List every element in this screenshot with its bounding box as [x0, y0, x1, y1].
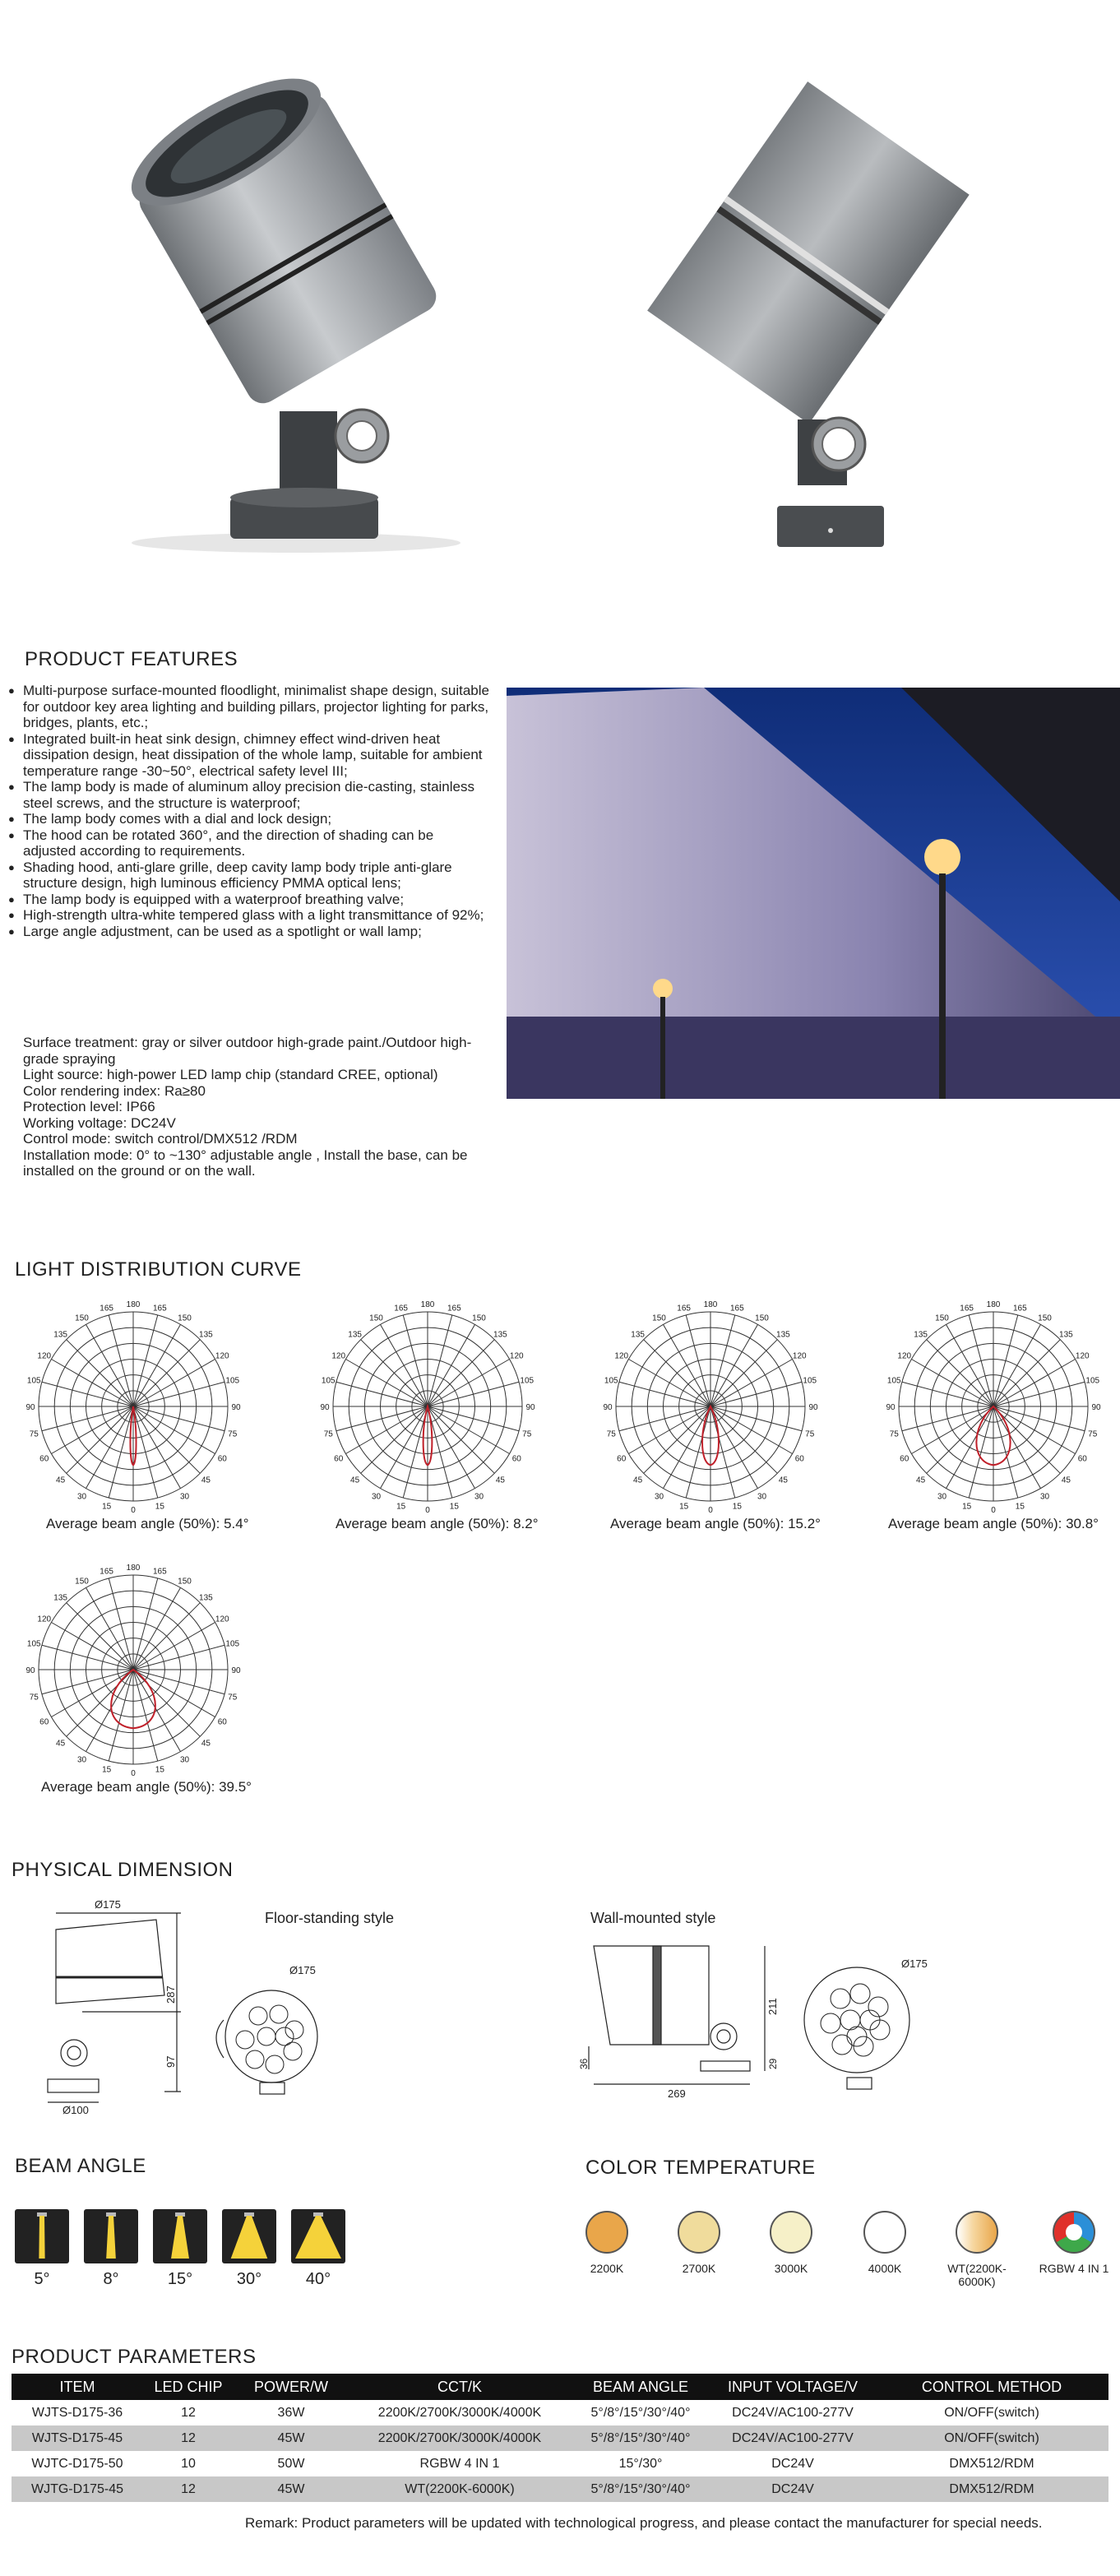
polar-angle-label: 90	[25, 1403, 35, 1412]
features-title: PRODUCT FEATURES	[25, 648, 238, 670]
table-cell: DMX512/RDM	[875, 2476, 1108, 2502]
polar-caption-3: Average beam angle (50%): 15.2°	[610, 1516, 821, 1531]
polar-angle-label: 90	[808, 1403, 818, 1412]
dimension-title: PHYSICAL DIMENSION	[12, 1859, 234, 1881]
polar-spoke	[133, 1587, 181, 1670]
params-header-cell: CCT/K	[349, 2374, 571, 2400]
polar-spoke	[133, 1603, 200, 1670]
polar-spoke	[86, 1406, 134, 1489]
polar-angle-label: 105	[26, 1376, 41, 1386]
polar-angle-label: 0	[131, 1506, 136, 1515]
table-cell: 50W	[277, 2456, 305, 2471]
polar-angle-label: 30	[654, 1492, 664, 1502]
polar-angle-label: 75	[228, 1693, 238, 1703]
polar-angle-label: 90	[231, 1666, 241, 1675]
polar-angle-label: 75	[228, 1429, 238, 1439]
ct-label-4000k: 4000K	[868, 2262, 902, 2275]
table-row	[12, 2451, 1108, 2476]
polar-spoke	[133, 1406, 215, 1454]
polar-angle-label: 45	[350, 1476, 360, 1485]
polar-angle-label: 15	[155, 1765, 164, 1775]
table-cell: RGBW 4 IN 1	[419, 2456, 500, 2471]
polar-spoke	[86, 1587, 134, 1670]
polar-angle-label: 0	[991, 1506, 996, 1515]
polar-angle-label: 60	[511, 1454, 521, 1464]
polar-angle-label: 30	[1039, 1492, 1050, 1502]
beam-label-15: 15°	[167, 2270, 193, 2288]
table-row	[12, 2400, 1108, 2425]
polar-spoke	[710, 1340, 777, 1406]
polar-angle-label: 150	[75, 1313, 89, 1323]
polar-spoke	[710, 1406, 777, 1473]
polar-spoke	[428, 1360, 510, 1407]
polar-angle-label: 15	[102, 1502, 112, 1512]
polar-angle-label: 120	[1075, 1351, 1090, 1361]
floor-h-total-label: 287	[164, 1985, 177, 2004]
polar-angle-label: 165	[100, 1567, 113, 1577]
polar-angle-label: 165	[153, 1304, 167, 1313]
polar-angle-label: 90	[525, 1403, 535, 1412]
spec-item: Light source: high-power LED lamp chip (standard CREE, optional)	[23, 1067, 438, 1082]
table-cell: WJTG-D175-45	[12, 2476, 143, 2502]
polar-angle-label: 105	[803, 1376, 817, 1386]
spec-item: Working voltage: DC24V	[23, 1114, 176, 1131]
product-image-side	[625, 82, 970, 559]
table-cell: 5°/8°/15°/30°/40°	[571, 2476, 710, 2502]
polar-angle-label: 180	[126, 1564, 141, 1573]
wall-d-front-label: Ø175	[901, 1957, 928, 1970]
polar-caption-1: Average beam angle (50%): 5.4°	[46, 1516, 249, 1531]
polar-spoke	[644, 1406, 710, 1473]
floor-d-top-label: Ø175	[95, 1898, 121, 1911]
distribution-title: LIGHT DISTRIBUTION CURVE	[15, 1258, 302, 1281]
wall-h-label: 211	[766, 1998, 779, 2015]
ct-label-wt: WT(2200K-6000K)	[947, 2262, 1007, 2288]
color-temp-title: COLOR TEMPERATURE	[585, 2157, 816, 2179]
feature-item: ● Multi-purpose surface-mounted floodlight, minimalist shape design, suitable for outdoor key area lighting and building pillars, projector lighting for parks, bridges, plants, etc.;	[8, 683, 489, 731]
table-cell: 45W	[234, 2425, 349, 2451]
polar-spoke	[381, 1324, 428, 1406]
polar-angle-label: 75	[522, 1429, 532, 1439]
polar-spoke	[345, 1406, 428, 1454]
remark-text: Remark: Product parameters will be updated with technological progress, and please contact the manufacturer for special needs.	[245, 2515, 1043, 2531]
polar-spoke	[133, 1623, 215, 1670]
polar-angle-label: 0	[708, 1506, 713, 1515]
polar-angle-label: 105	[604, 1376, 618, 1386]
polar-angle-label: 150	[369, 1313, 383, 1323]
polar-angle-label: 15	[396, 1502, 406, 1512]
polar-angle-label: 45	[56, 1739, 66, 1749]
spec-item: Installation mode: 0° to ~130° adjustable angle , Install the base, can be installed on the ground or on the wall.	[23, 1147, 468, 1179]
polar-angle-label: 90	[603, 1403, 613, 1412]
polar-angle-label: 60	[217, 1454, 227, 1464]
polar-spoke	[644, 1340, 710, 1406]
wall-dimension-drawing	[578, 1938, 931, 2102]
polar-chart-1	[18, 1300, 248, 1513]
beam-icon-5	[15, 2209, 69, 2263]
polar-angle-label: 15	[102, 1765, 112, 1775]
polar-angle-label: 120	[509, 1351, 524, 1361]
polar-angle-label: 165	[447, 1304, 461, 1313]
polar-angle-label: 165	[730, 1304, 744, 1313]
product-image-front	[115, 49, 493, 559]
floor-d-front-label: Ø175	[289, 1964, 316, 1976]
beam-icon-40	[291, 2209, 345, 2263]
table-cell: DC24V/AC100-277V	[732, 2405, 854, 2420]
feature-item: ● The hood can be rotated 360°, and the direction of shading can be adjusted according to requirements.	[8, 827, 489, 859]
polar-caption-5: Average beam angle (50%): 39.5°	[41, 1779, 252, 1795]
polar-angle-label: 105	[225, 1639, 240, 1649]
polar-angle-label: 90	[231, 1403, 241, 1412]
polar-spoke	[710, 1324, 758, 1406]
polar-angle-label: 15	[679, 1502, 689, 1512]
polar-angle-label: 120	[331, 1351, 346, 1361]
polar-angle-label: 150	[1038, 1313, 1052, 1323]
polar-angle-label: 75	[1088, 1429, 1098, 1439]
table-cell: DC24V/AC100-277V	[710, 2425, 875, 2451]
floor-d-base-label: Ø100	[62, 2104, 89, 2116]
polar-angle-label: 180	[986, 1300, 1001, 1309]
polar-angle-label: 15	[1015, 1502, 1025, 1512]
polar-spoke	[710, 1406, 758, 1489]
polar-spoke	[133, 1406, 200, 1473]
polar-spoke	[946, 1406, 994, 1489]
polar-spoke	[628, 1360, 710, 1407]
table-cell: 12	[181, 2405, 196, 2420]
polar-spoke	[993, 1406, 1060, 1473]
polar-spoke	[664, 1324, 711, 1406]
beam-label-5: 5°	[34, 2270, 50, 2288]
table-cell: DMX512/RDM	[949, 2456, 1034, 2471]
polar-angle-label: 30	[76, 1755, 87, 1765]
table-cell: WT(2200K-6000K)	[349, 2476, 571, 2502]
polar-angle-label: 150	[652, 1313, 666, 1323]
polar-angle-label: 60	[39, 1454, 49, 1464]
polar-angle-label: 90	[320, 1403, 330, 1412]
floor-style-label: Floor-standing style	[265, 1910, 395, 1926]
polar-spoke	[133, 1324, 181, 1406]
table-cell: 15°/30°	[618, 2456, 663, 2471]
polar-spoke	[133, 1340, 200, 1406]
rgbw-center	[1066, 2224, 1082, 2240]
polar-angle-label: 150	[178, 1313, 192, 1323]
polar-angle-label: 15	[732, 1502, 742, 1512]
polar-spoke	[911, 1406, 993, 1454]
polar-angle-label: 90	[886, 1403, 896, 1412]
params-header-row	[12, 2374, 1108, 2400]
polar-angle-label: 165	[960, 1304, 974, 1313]
polar-angle-label: 15	[962, 1502, 972, 1512]
table-cell: 36W	[277, 2405, 305, 2420]
polar-angle-label: 60	[334, 1454, 344, 1464]
ct-circle-wt	[956, 2211, 998, 2254]
feature-item: ● The lamp body is equipped with a waterproof breathing valve;	[8, 892, 489, 908]
polar-spoke	[67, 1340, 133, 1406]
ct-circle-3000k	[770, 2211, 812, 2254]
polar-angle-label: 135	[199, 1330, 213, 1340]
params-header-cell: ITEM	[12, 2374, 143, 2400]
beam-cone	[39, 2216, 44, 2259]
application-photo	[507, 688, 1120, 1099]
polar-spoke	[381, 1406, 428, 1489]
polar-angle-label: 135	[493, 1330, 507, 1340]
polar-angle-label: 90	[25, 1666, 35, 1675]
polar-angle-label: 60	[794, 1454, 804, 1464]
polar-chart-3	[595, 1300, 826, 1513]
params-header-cell: INPUT VOLTAGE/V	[710, 2374, 875, 2400]
polar-spoke	[86, 1324, 134, 1406]
ct-circle-2700k	[678, 2211, 720, 2254]
polar-angle-label: 105	[1085, 1376, 1100, 1386]
beam-label-30: 30°	[236, 2270, 262, 2288]
beam-cone	[106, 2216, 116, 2259]
params-header-cell: LED CHIP	[143, 2374, 234, 2400]
table-row	[12, 2425, 1108, 2451]
polar-spoke	[133, 1670, 181, 1752]
polar-angle-label: 135	[914, 1330, 928, 1340]
polar-spoke	[993, 1406, 1076, 1454]
polar-angle-label: 165	[1013, 1304, 1027, 1313]
beam-label-40: 40°	[305, 2270, 331, 2288]
polar-spoke	[51, 1623, 133, 1670]
polar-spoke	[67, 1406, 133, 1473]
beam-icon-30	[222, 2209, 276, 2263]
polar-spoke	[51, 1360, 133, 1407]
ct-circle-2200k	[585, 2211, 628, 2254]
wall-w-label: 269	[668, 2087, 686, 2100]
polar-angle-label: 105	[321, 1376, 336, 1386]
polar-spoke	[927, 1406, 993, 1473]
polar-angle-label: 60	[1077, 1454, 1087, 1464]
table-cell: 2200K/2700K/3000K/4000K	[349, 2425, 571, 2451]
polar-angle-label: 30	[179, 1492, 190, 1502]
polar-angle-label: 75	[805, 1429, 815, 1439]
table-cell: 45W	[234, 2476, 349, 2502]
polar-angle-label: 45	[916, 1476, 926, 1485]
polar-spoke	[428, 1324, 475, 1406]
polar-spoke	[993, 1340, 1060, 1406]
polar-angle-label: 45	[56, 1476, 66, 1485]
params-header-cell: POWER/W	[234, 2374, 349, 2400]
floor-dimension-drawing	[33, 1897, 345, 2119]
feature-item: ● Integrated built-in heat sink design, chimney effect wind-driven heat dissipation design, heat dissipation of the whole lamp, suitable for ambient temperature range -30~50°, electrical safety level III;	[8, 731, 489, 780]
polar-angle-label: 45	[1061, 1476, 1071, 1485]
ct-label-rgbw: RGBW 4 IN 1	[1039, 2262, 1109, 2275]
feature-item: ● Large angle adjustment, can be used as a spotlight or wall lamp;	[8, 924, 489, 940]
wall-small-a-label: 36	[578, 2058, 590, 2069]
polar-angle-label: 75	[29, 1429, 39, 1439]
polar-angle-label: 135	[53, 1593, 67, 1603]
feature-item: ● High-strength ultra-white tempered glass with a light transmittance of 92%;	[8, 907, 489, 924]
polar-angle-label: 60	[900, 1454, 909, 1464]
table-cell: 12	[143, 2425, 234, 2451]
polar-angle-label: 120	[215, 1351, 229, 1361]
polar-angle-label: 135	[1059, 1330, 1073, 1340]
polar-angle-label: 165	[153, 1567, 167, 1577]
table-cell: ON/OFF(switch)	[875, 2425, 1108, 2451]
table-cell: WJTS-D175-45	[12, 2425, 143, 2451]
polar-spoke	[710, 1360, 793, 1407]
ct-circle-4000k	[863, 2211, 906, 2254]
floor-h-base-label: 97	[164, 2055, 177, 2068]
polar-angle-label: 45	[778, 1476, 788, 1485]
polar-spoke	[927, 1340, 993, 1406]
table-cell: DC24V	[771, 2456, 814, 2471]
polar-angle-label: 15	[155, 1502, 164, 1512]
polar-spoke	[946, 1324, 994, 1406]
polar-spoke	[345, 1360, 428, 1407]
table-cell: 12	[143, 2476, 234, 2502]
features-list	[8, 683, 489, 939]
params-header-cell: BEAM ANGLE	[571, 2374, 710, 2400]
polar-angle-label: 75	[606, 1429, 616, 1439]
polar-angle-label: 180	[703, 1300, 718, 1309]
polar-spoke	[664, 1406, 711, 1489]
polar-chart-2	[312, 1300, 543, 1513]
polar-angle-label: 150	[755, 1313, 769, 1323]
polar-angle-label: 75	[323, 1429, 333, 1439]
polar-angle-label: 135	[53, 1330, 67, 1340]
polar-spoke	[361, 1340, 428, 1406]
spec-item: Surface treatment: gray or silver outdoor high-grade paint./Outdoor high-grade spraying	[23, 1035, 472, 1067]
table-cell: 5°/8°/15°/30°/40°	[590, 2405, 691, 2420]
polar-angle-label: 120	[614, 1351, 629, 1361]
polar-caption-2: Average beam angle (50%): 8.2°	[336, 1516, 539, 1531]
polar-angle-label: 120	[37, 1351, 52, 1361]
polar-spoke	[133, 1670, 215, 1717]
polar-angle-label: 180	[420, 1300, 435, 1309]
polar-angle-label: 135	[199, 1593, 213, 1603]
table-cell: DC24V	[710, 2476, 875, 2502]
polar-chart-5	[18, 1563, 248, 1777]
polar-angle-label: 105	[886, 1376, 901, 1386]
polar-angle-label: 60	[617, 1454, 627, 1464]
polar-spoke	[428, 1340, 494, 1406]
table-cell: ON/OFF(switch)	[944, 2405, 1039, 2420]
table-cell: WJTC-D175-50	[31, 2456, 123, 2471]
polar-angle-label: 30	[757, 1492, 767, 1502]
beam-cone	[171, 2216, 189, 2259]
polar-caption-4: Average beam angle (50%): 30.8°	[888, 1516, 1099, 1531]
polar-angle-label: 0	[425, 1506, 430, 1515]
polar-spoke	[428, 1406, 475, 1489]
beam-cone	[231, 2216, 268, 2259]
table-cell: 2200K/2700K/3000K/4000K	[377, 2405, 542, 2420]
feature-item: ● Shading hood, anti-glare grille, deep cavity lamp body triple anti-glare structure design, high luminous efficiency PMMA optical lens;	[8, 859, 489, 892]
polar-spoke	[628, 1406, 710, 1454]
polar-angle-label: 75	[29, 1693, 39, 1703]
polar-angle-label: 180	[126, 1300, 141, 1309]
table-cell: 5°/8°/15°/30°/40°	[571, 2425, 710, 2451]
ct-circle-rgbw	[1053, 2211, 1095, 2254]
beam-cone	[295, 2216, 341, 2259]
polar-spoke	[86, 1670, 134, 1752]
wall-style-label: Wall-mounted style	[590, 1910, 716, 1926]
polar-angle-label: 45	[633, 1476, 643, 1485]
polar-angle-label: 135	[348, 1330, 362, 1340]
ct-label-2200k: 2200K	[590, 2262, 624, 2275]
polar-angle-label: 105	[26, 1639, 41, 1649]
spec-item: Protection level: IP66	[23, 1099, 155, 1114]
polar-angle-label: 105	[520, 1376, 535, 1386]
polar-angle-label: 45	[201, 1476, 211, 1485]
polar-angle-label: 45	[201, 1739, 211, 1749]
params-table	[12, 2374, 1108, 2502]
polar-angle-label: 120	[215, 1615, 229, 1624]
polar-angle-label: 165	[394, 1304, 408, 1313]
beam-icon-15	[153, 2209, 207, 2263]
polar-spoke	[428, 1406, 494, 1473]
polar-angle-label: 150	[75, 1577, 89, 1587]
polar-spoke	[911, 1360, 993, 1407]
polar-spoke	[993, 1360, 1076, 1407]
polar-angle-label: 165	[677, 1304, 691, 1313]
polar-spoke	[993, 1324, 1041, 1406]
polar-angle-label: 60	[39, 1717, 49, 1727]
ct-label-3000k: 3000K	[774, 2262, 808, 2275]
polar-angle-label: 120	[792, 1351, 807, 1361]
polar-angle-label: 135	[776, 1330, 790, 1340]
polar-angle-label: 135	[631, 1330, 645, 1340]
polar-angle-label: 45	[495, 1476, 505, 1485]
polar-angle-label: 120	[37, 1615, 52, 1624]
polar-spoke	[51, 1670, 133, 1717]
polar-angle-label: 0	[131, 1769, 136, 1778]
beam-title: BEAM ANGLE	[15, 2155, 146, 2177]
polar-angle-label: 90	[1091, 1403, 1101, 1412]
feature-item: ● The lamp body is made of aluminum alloy precision die-casting, stainless steel screws, and the structure is waterproof;	[8, 779, 489, 811]
table-cell: 10	[181, 2456, 196, 2471]
polar-angle-label: 30	[76, 1492, 87, 1502]
polar-angle-label: 105	[225, 1376, 240, 1386]
polar-angle-label: 60	[217, 1717, 227, 1727]
polar-spoke	[710, 1406, 793, 1454]
spec-item: Control mode: switch control/DMX512 /RDM	[23, 1131, 298, 1147]
polar-angle-label: 75	[889, 1429, 899, 1439]
params-header-cell: CONTROL METHOD	[875, 2374, 1108, 2400]
polar-angle-label: 120	[897, 1351, 912, 1361]
polar-spoke	[993, 1406, 1041, 1489]
table-cell: WJTS-D175-36	[31, 2405, 123, 2420]
polar-angle-label: 150	[935, 1313, 949, 1323]
polar-chart-4	[878, 1300, 1108, 1513]
polar-angle-label: 30	[937, 1492, 947, 1502]
feature-item: ● The lamp body comes with a dial and lock design;	[8, 811, 489, 827]
wall-small-b-label: 29	[767, 2058, 779, 2069]
polar-angle-label: 30	[474, 1492, 484, 1502]
polar-spoke	[133, 1406, 181, 1489]
specs-list	[23, 1035, 492, 1179]
polar-angle-label: 30	[371, 1492, 382, 1502]
polar-angle-label: 15	[449, 1502, 459, 1512]
polar-spoke	[67, 1603, 133, 1670]
beam-label-8: 8°	[103, 2270, 119, 2288]
polar-spoke	[133, 1360, 215, 1407]
beam-icon-8	[84, 2209, 138, 2263]
polar-angle-label: 150	[472, 1313, 486, 1323]
polar-angle-label: 150	[178, 1577, 192, 1587]
params-title: PRODUCT PARAMETERS	[12, 2346, 257, 2368]
polar-spoke	[51, 1406, 133, 1454]
polar-spoke	[428, 1406, 510, 1454]
polar-angle-label: 30	[179, 1755, 190, 1765]
polar-spoke	[361, 1406, 428, 1473]
table-row	[12, 2476, 1108, 2502]
spec-item: Color rendering index: Ra≥80	[23, 1082, 206, 1099]
ct-label-2700k: 2700K	[682, 2262, 716, 2275]
polar-angle-label: 165	[100, 1304, 113, 1313]
